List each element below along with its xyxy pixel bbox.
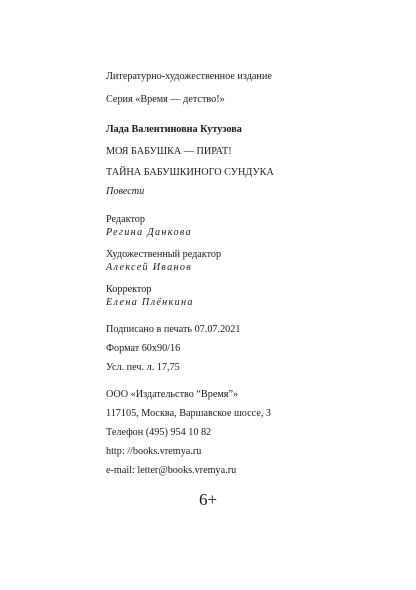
- book-title-1: МОЯ БАБУШКА — ПИРАТ!: [106, 146, 232, 157]
- art-editor-role: Художественный редактор: [106, 249, 222, 260]
- publisher-address: 117105, Москва, Варшавское шоссе, 3: [106, 408, 272, 419]
- author-name: Лада Валентиновна Кутузова: [106, 124, 242, 135]
- editor-name: Регина Данкова: [106, 227, 192, 238]
- publisher-site: http: //books.vremya.ru: [106, 446, 202, 457]
- publisher-name: ООО «Издательство “Время”»: [106, 389, 239, 400]
- art-editor-name: Алексей Иванов: [106, 262, 192, 273]
- book-title-2: ТАЙНА БАБУШКИНОГО СУНДУКА: [106, 167, 274, 178]
- age-rating: 6+: [199, 490, 218, 509]
- editor-role: Редактор: [106, 214, 145, 225]
- publisher-email: e-mail: letter@books.vremya.ru: [106, 465, 237, 476]
- series-line: Серия «Время — детство!»: [106, 94, 225, 105]
- print-signed: Подписано в печать 07.07.2021: [106, 324, 241, 335]
- proofreader-name: Елена Плёнкина: [106, 297, 194, 308]
- publisher-phone: Телефон (495) 954 10 82: [106, 427, 212, 438]
- print-format: Формат 60x90/16: [106, 343, 181, 354]
- print-sheets: Усл. печ. л. 17,75: [106, 362, 180, 373]
- genre-label: Повести: [106, 186, 145, 197]
- proofreader-role: Корректор: [106, 284, 152, 295]
- edition-type: Литературно-художественное издание: [106, 71, 272, 82]
